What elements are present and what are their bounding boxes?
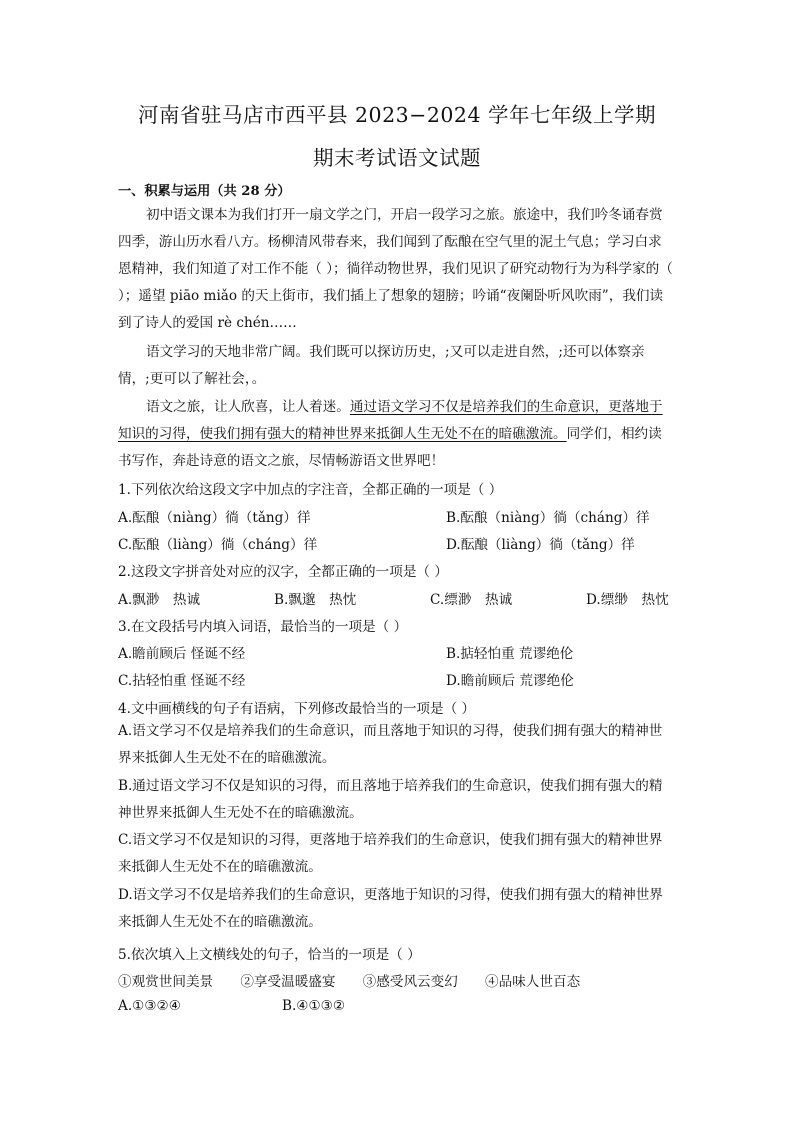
passage-paragraph-1	[118, 202, 674, 337]
exam-title-line1: 河南省驻马店市西平县 2023−2024 学年七年级上学期	[137, 103, 657, 127]
question-1-stem: 1.下列依次给这段文字中加点的字注音，全都正确的一项是（ ）	[118, 482, 503, 498]
question-2-option-b: B.飘邈 热忱	[274, 592, 357, 608]
exam-title-line2: 期末考试语文试题	[313, 146, 481, 170]
passage-paragraph-2	[118, 339, 674, 393]
paragraph-text: 语文之旅，让人欣喜，让人着迷。	[146, 399, 350, 415]
question-4-option-a: A.语文学习不仅是培养我们的生命意识，而且落地于知识的习得，使我们拥有强大的精神世界来抵御人生无处不在的暗礁激流。	[118, 723, 663, 767]
question-4-stem: 4.文中画横线的句子有语病，下列修改最恰当的一项是（ ）	[118, 701, 476, 717]
question-5-stem: 5.依次填入上文横线处的句子，恰当的一项是（ ）	[118, 947, 421, 963]
passage-paragraph-3	[118, 394, 674, 475]
question-1-option-c: C.酝酿（liàng）徜（cháng）徉	[118, 537, 318, 553]
question-2-option-a: A.飘渺 热诚	[118, 592, 201, 608]
paragraph-text: 同学们，相约读书写作，奔赴诗意的语文之旅，尽情畅游语文世界吧！	[118, 426, 662, 470]
question-3-option-b: B.掂轻怕重 荒谬绝伦	[446, 646, 574, 662]
question-3-stem: 3.在文段括号内填入词语，最恰当的一项是（ ）	[118, 619, 408, 635]
question-1-option-d: D.酝酿（liàng）徜（tǎng）徉	[446, 537, 635, 553]
question-1-option-a: A.酝酿（niàng）徜（tǎng）徉	[118, 510, 311, 526]
paragraph-text: 语文学习的天地非常广阔。我们既可以探访历史，;又可以走进自然，;还可以体察亲情，;更可以了解社会，。	[118, 344, 645, 388]
question-5-option-b: B.④①③②	[282, 998, 346, 1014]
question-3-option-d: D.瞻前顾后 荒谬绝伦	[446, 673, 574, 689]
question-2-option-d: D.缥缈 热忱	[586, 592, 669, 608]
section-heading: 一、积累与运用（共 28 分）	[118, 184, 291, 199]
question-3-option-a: A.瞻前顾后 怪诞不经	[118, 646, 246, 662]
question-5-items: ①观赏世间美景 ②享受温暖盛宴 ③感受风云变幻 ④品味人世百态	[118, 974, 581, 990]
question-1-option-b: B.酝酿（niàng）徜（cháng）徉	[446, 510, 650, 526]
question-2-option-c: C.缥渺 热诚	[430, 592, 513, 608]
question-4-option-d: D.语文学习不仅是培养我们的生命意识，更落地于知识的习得，使我们拥有强大的精神世界来抵御人生无处不在的暗礁激流。	[118, 887, 663, 931]
underlined-sentence: 通过语文学习不仅是培养我们的生命意识，更落地于知识的习得，使我们拥有强大的精神世界来抵御人生无处不在的暗礁激流。	[118, 399, 663, 443]
paragraph-text: 初中语文课本为我们打开一扇文学之门，开启一段学习之旅。旅途中，我们吟冬诵春赏四季，游山历水看八方。杨柳清风带春来，我们闻到了酝酿在空气里的泥土气息；学习白求恩精神，我们知道了对工作不能（ ）；徜徉动物世界，我们见识了研究动物行为为科学家的（ ）；遥望 piāo miǎo 的天上街市，我们插上了想象的翅膀；吟诵“夜阑卧听风吹雨”，我们读到了诗人的爱国 rè chén……	[118, 207, 673, 332]
question-4-option-b: B.通过语文学习不仅是知识的习得，而且落地于培养我们的生命意识，使我们拥有强大的精神世界来抵御人生无处不在的暗礁激流。	[118, 778, 663, 822]
question-4-option-c: C.语文学习不仅是知识的习得，更落地于培养我们的生命意识，使我们拥有强大的精神世界来抵御人生无处不在的暗礁激流。	[118, 832, 663, 876]
question-2-stem: 2.这段文字拼音处对应的汉字，全都正确的一项是（ ）	[118, 564, 448, 580]
question-3-option-c: C.拈轻怕重 怪诞不经	[118, 673, 246, 689]
question-5-option-a: A.①③②④	[118, 998, 181, 1014]
